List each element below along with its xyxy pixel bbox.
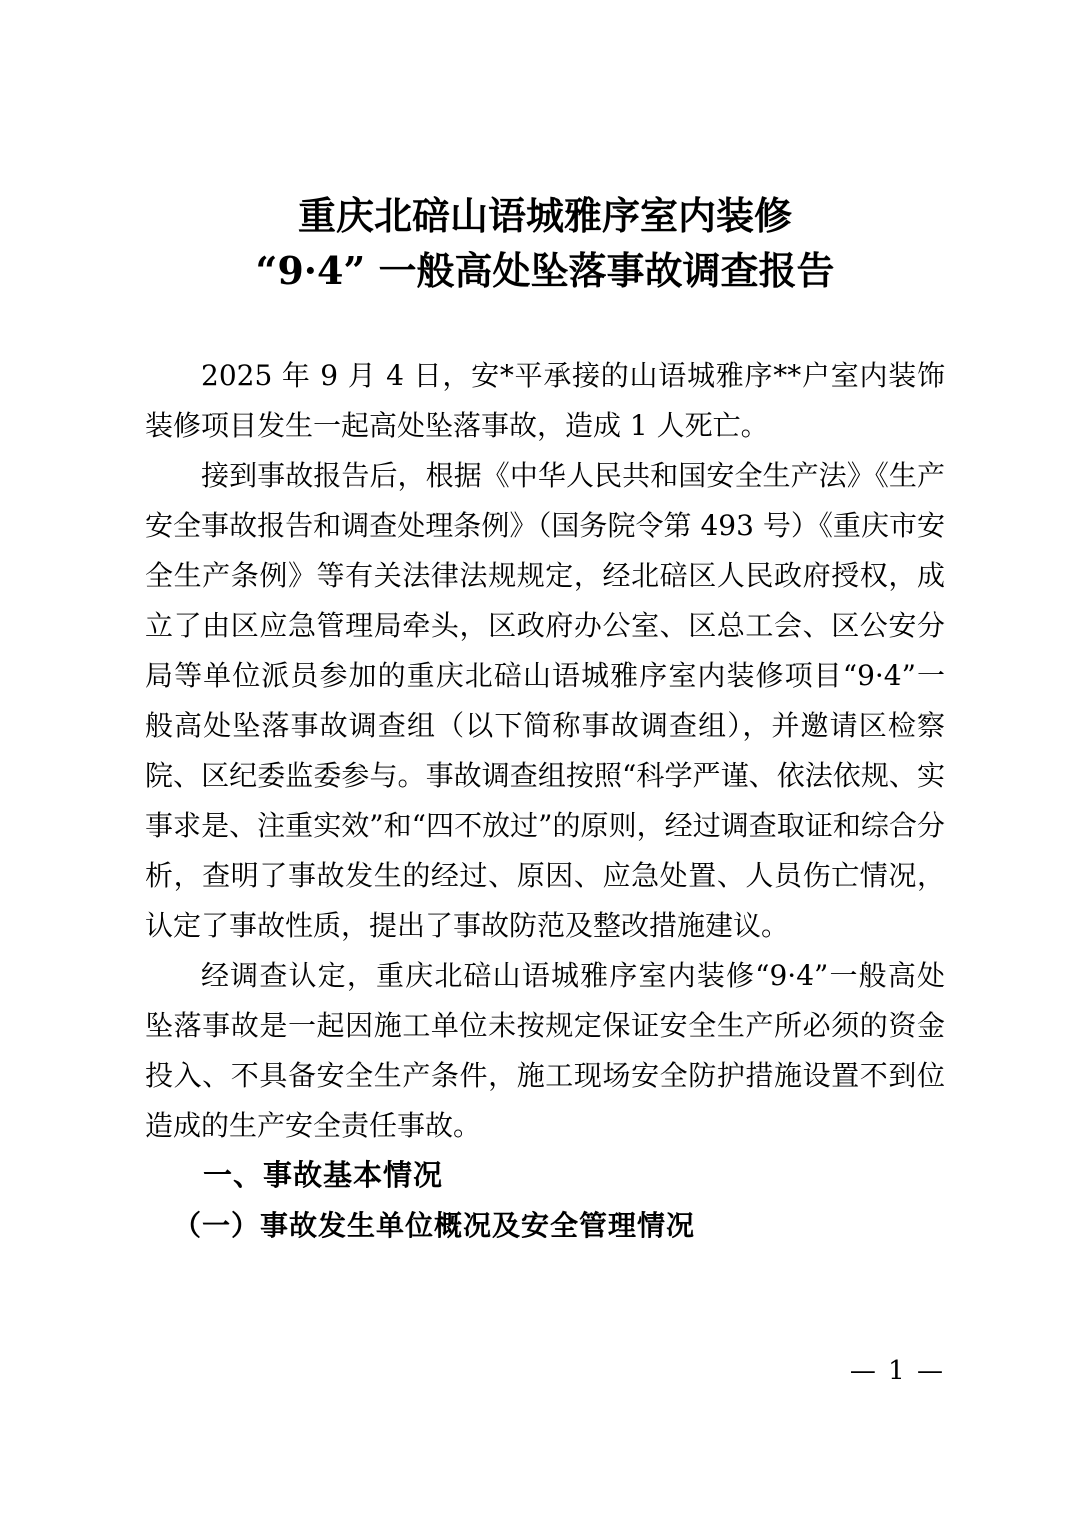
document-content bbox=[145, 0, 945, 1251]
subsection-heading-unit-overview: （一）事故发生单位概况及安全管理情况 bbox=[173, 1209, 696, 1242]
section-heading-basic-situation: 一、事故基本情况 bbox=[203, 1160, 444, 1192]
paragraph-incident-summary: 2025 年 9 月 4 日，安*平承接的山语城雅序**户室内装饰装修项目发生一起高处坠落事故，造成 1 人死亡。 bbox=[145, 359, 945, 442]
page-number: — 1 — bbox=[849, 1356, 945, 1386]
paragraph-conclusion: 经调查认定，重庆北碚山语城雅序室内装修“9·4”一般高处坠落事故是一起因施工单位未按规定保证安全生产所必须的资金投入、不具备安全生产条件，施工现场安全防护措施设置不到位造成的生产安全责任事故。 bbox=[145, 959, 945, 1142]
document-title bbox=[145, 188, 945, 298]
title-line-1: 重庆北碚山语城雅序室内装修 bbox=[297, 193, 792, 238]
title-line-2: “9·4” 一般高处坠落事故调查报告 bbox=[255, 248, 835, 293]
paragraph-investigation-setup: 接到事故报告后，根据《中华人民共和国安全生产法》《生产安全事故报告和调查处理条例》（国务院令第 493 号）《重庆市安全生产条例》等有关法律法规规定，经北碚区人民政府授权，成立了由区应急管理局牵头，区政府办公室、区总工会、区公安分局等单位派员参加的重庆北碚山语城雅序室内装修项目“9·4”一般高处坠落事故调查组（以下简称事故调查组），并邀请区检察院、区纪委监委参与。事故调查组按照“科学严谨、依法依规、实事求是、注重实效”和“四不放过”的原则，经过调查取证和综合分析，查明了事故发生的经过、原因、应急处置、人员伤亡情况，认定了事故性质，提出了事故防范及整改措施建议。 bbox=[145, 459, 945, 942]
